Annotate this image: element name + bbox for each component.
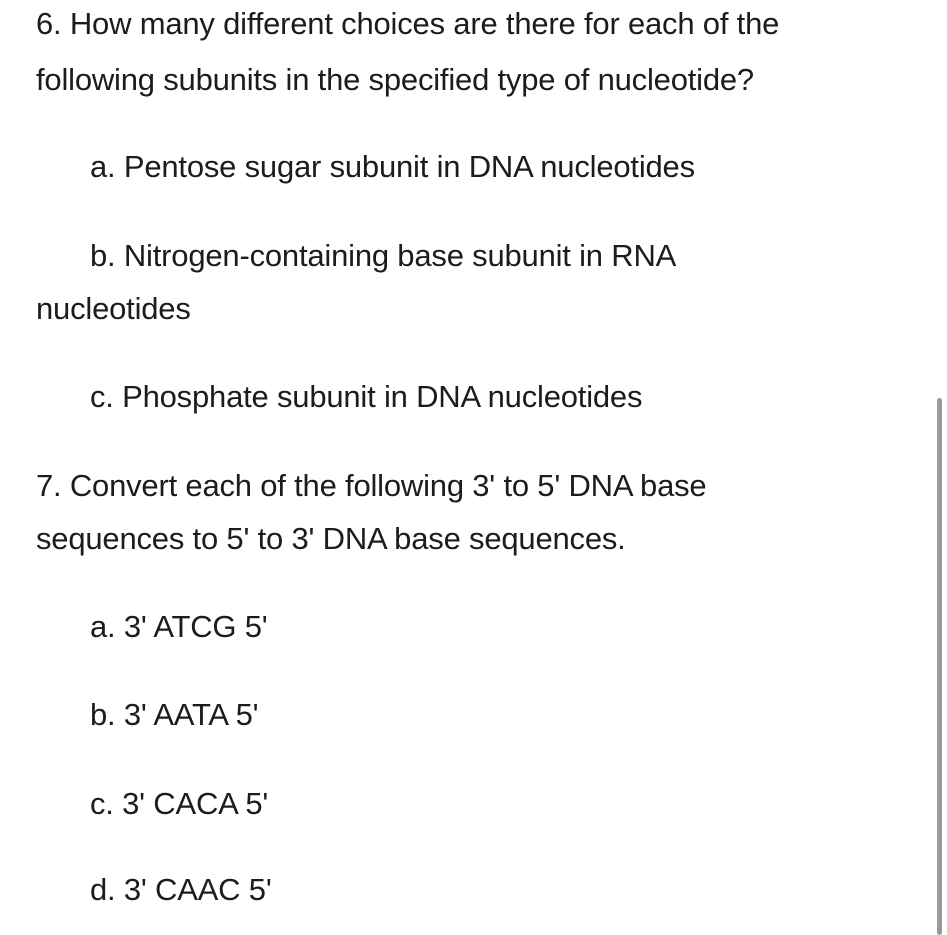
question-6-line-1: 6. How many different choices are there for each of the bbox=[36, 6, 780, 41]
question-7-line-2: sequences to 5' to 3' DNA base sequences. bbox=[36, 521, 626, 556]
question-7b: b. 3' AATA 5' bbox=[90, 697, 259, 732]
question-7-line-1: 7. Convert each of the following 3' to 5' DNA base bbox=[36, 468, 707, 503]
question-6c: c. Phosphate subunit in DNA nucleotides bbox=[90, 379, 643, 414]
scrollbar-track[interactable] bbox=[931, 0, 947, 935]
question-6-line-2: following subunits in the specified type of nucleotide? bbox=[36, 62, 754, 97]
question-6a: a. Pentose sugar subunit in DNA nucleotides bbox=[90, 149, 695, 184]
scrollbar-thumb[interactable] bbox=[937, 398, 942, 935]
question-6b-line-2: nucleotides bbox=[36, 291, 191, 326]
question-7c: c. 3' CACA 5' bbox=[90, 786, 269, 821]
question-7d: d. 3' CAAC 5' bbox=[90, 872, 272, 907]
question-6b-line-1: b. Nitrogen-containing base subunit in RNA bbox=[90, 238, 677, 273]
question-7a: a. 3' ATCG 5' bbox=[90, 609, 268, 644]
